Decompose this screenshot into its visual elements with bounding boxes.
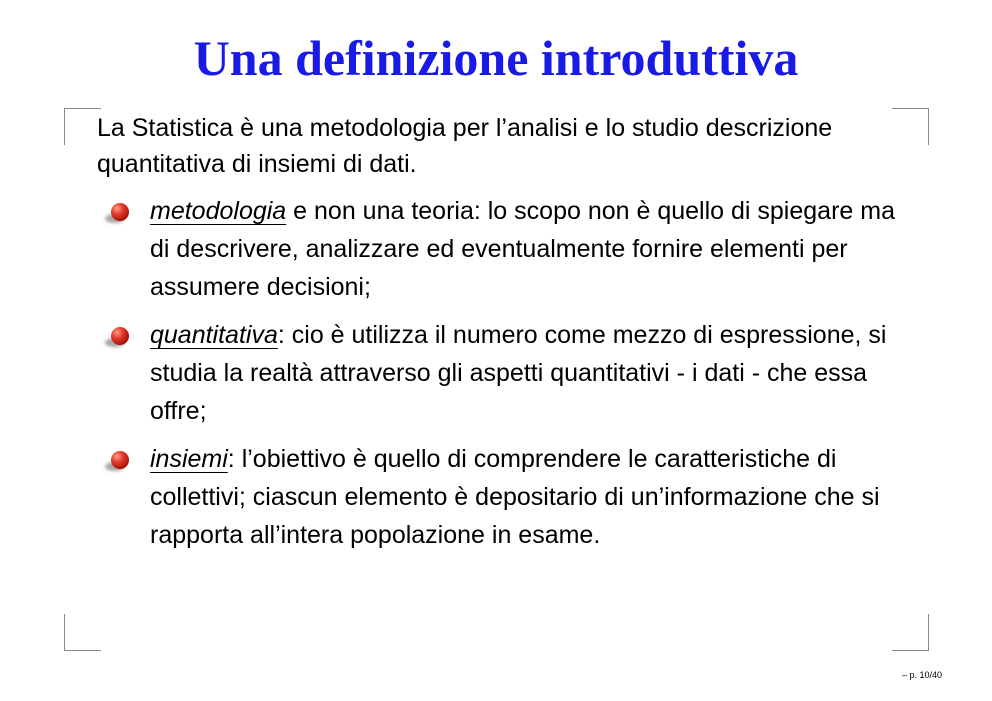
bullet-text: : l’obiettivo è quello di comprendere le caratteristiche di collettivi; ciascun elemento è depositario di un’informazione che si rapporta all’intera popolazione in esame.	[150, 445, 880, 549]
slide-title: Una definizione introduttiva	[193, 30, 799, 86]
frame-corner-bottom-right	[892, 614, 929, 651]
intro-paragraph: La Statistica è una metodologia per l’analisi e lo studio descrizione quantitativa di insiemi di dati.	[97, 114, 833, 178]
bullet-text: e non una teoria: lo scopo non è quello di spiegare ma di descrivere, analizzare ed eventualmente fornire elementi per assumere decisioni;	[150, 197, 895, 301]
bullet-item-quantitativa	[97, 316, 897, 430]
bullet-term: insiemi	[150, 445, 228, 473]
page-number: – p. 10/40	[901, 670, 942, 680]
frame-corner-top-right	[892, 108, 929, 145]
bullet-text: : cio è utilizza il numero come mezzo di espressione, si studia la realtà attraverso gli aspetti quantitativi - i dati - che essa offre;	[150, 321, 887, 425]
bullet-item-metodologia	[97, 192, 897, 306]
bullet-term: quantitativa	[150, 321, 278, 349]
bullet-list	[97, 192, 897, 564]
bullet-term: metodologia	[150, 197, 287, 225]
frame-corner-top-left	[64, 108, 101, 145]
bullet-item-insiemi	[97, 440, 897, 554]
frame-corner-bottom-left	[64, 614, 101, 651]
